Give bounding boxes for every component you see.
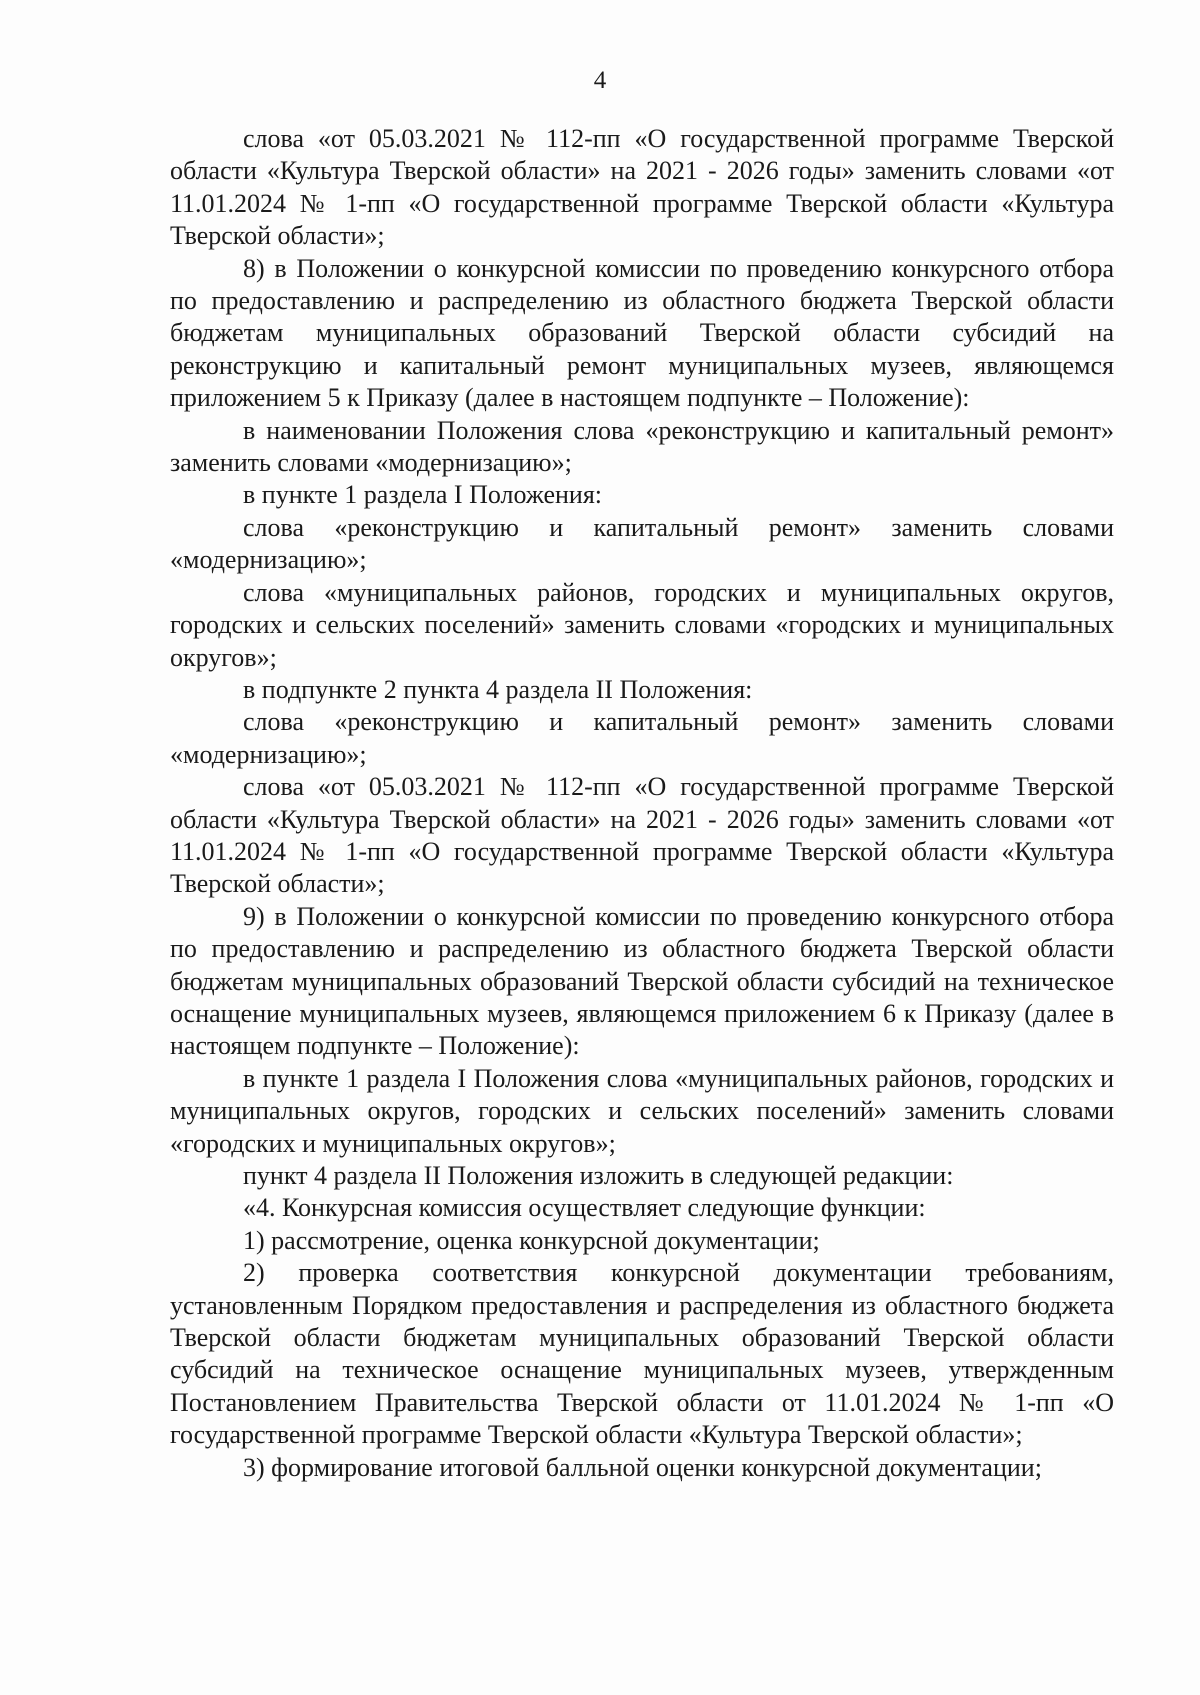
paragraph: слова «от 05.03.2021 № 112-пп «О государственной программе Тверской области «Культура Тверской области» на 2021 - 2026 годы» заменить словами «от 11.01.2024 № 1-пп «О государственной программе Тверской области «Культура Тверской области»; <box>170 124 1114 251</box>
paragraph: 2) проверка соответствия конкурсной документации требованиям, установленным Порядком предоставления и распределения из областного бюджета Тверской области бюджетам муниципальных образований Тверской области субсидий на техническое оснащение муниципальных музеев, утвержденным Постановлением Правительства Тверской области от 11.01.2024 № 1-пп «О государственной программе Тверской области «Культура Тверской области»; <box>170 1258 1114 1450</box>
paragraph: 8) в Положении о конкурсной комиссии по проведению конкурсного отбора по предоставлению и распределению из областного бюджета Тверской области бюджетам муниципальных образований Тверской области субсидий на реконструкцию и капитальный ремонт муниципальных музеев, являющемся приложением 5 к Приказу (далее в настоящем подпункте – Положение): <box>170 253 1114 413</box>
paragraph: в подпункте 2 пункта 4 раздела II Положения: <box>243 674 753 704</box>
document-body <box>170 123 1114 1484</box>
paragraph: в пункте 1 раздела I Положения: <box>243 480 603 510</box>
paragraph: слова «реконструкцию и капитальный ремонт» заменить словами «модернизацию»; <box>170 707 1114 769</box>
paragraph: «4. Конкурсная комиссия осуществляет следующие функции: <box>243 1193 926 1223</box>
paragraph: 9) в Положении о конкурсной комиссии по проведению конкурсного отбора по предоставлению и распределению из областного бюджета Тверской области бюджетам муниципальных образований Тверской области субсидий на техническое оснащение муниципальных музеев, являющемся приложением 6 к Приказу (далее в настоящем подпункте – Положение): <box>170 901 1114 1061</box>
paragraph: 1) рассмотрение, оценка конкурсной документации; <box>243 1225 820 1255</box>
paragraph: слова «от 05.03.2021 № 112-пп «О государственной программе Тверской области «Культура Тверской области» на 2021 - 2026 годы» заменить словами «от 11.01.2024 № 1-пп «О государственной программе Тверской области «Культура Тверской области»; <box>170 772 1114 899</box>
paragraph: пункт 4 раздела II Положения изложить в следующей редакции: <box>243 1161 954 1190</box>
paragraph: слова «муниципальных районов, городских и муниципальных округов, городских и сельских поселений» заменить словами «городских и муниципальных округов»; <box>170 577 1114 672</box>
page-number: 4 <box>593 67 607 94</box>
paragraph: слова «реконструкцию и капитальный ремонт» заменить словами «модернизацию»; <box>170 512 1114 575</box>
paragraph: в наименовании Положения слова «реконструкцию и капитальный ремонт» заменить словами «модернизацию»; <box>170 415 1114 478</box>
paragraph: в пункте 1 раздела I Положения слова «муниципальных районов, городских и муниципальных округов, городских и сельских поселений» заменить словами «городских и муниципальных округов»; <box>170 1063 1114 1158</box>
paragraph: 3) формирование итоговой балльной оценки конкурсной документации; <box>243 1452 1042 1482</box>
